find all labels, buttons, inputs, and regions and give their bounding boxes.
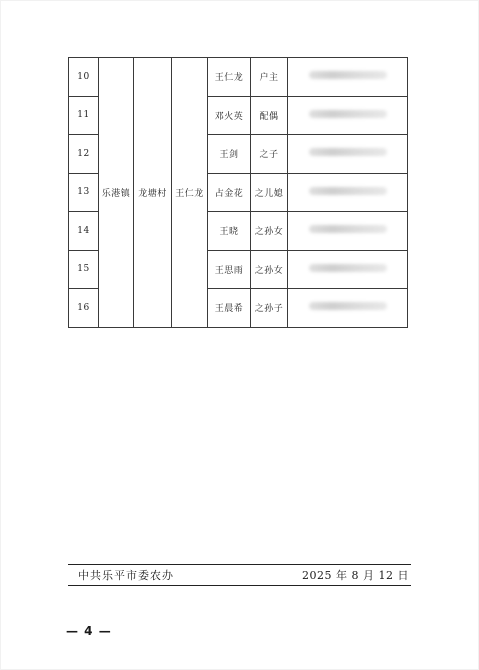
village-cell: 龙塘村 bbox=[134, 58, 172, 328]
redacted-blur bbox=[309, 187, 387, 195]
member-name: 占金花 bbox=[208, 173, 251, 212]
redacted-blur bbox=[309, 302, 387, 310]
member-name: 王仁龙 bbox=[208, 58, 251, 97]
member-relation: 之儿媳 bbox=[251, 173, 288, 212]
row-index: 13 bbox=[69, 173, 99, 212]
member-name: 王思雨 bbox=[208, 250, 251, 289]
row-index: 14 bbox=[69, 212, 99, 251]
redacted-id-cell bbox=[288, 250, 408, 289]
redacted-id-cell bbox=[288, 58, 408, 97]
member-relation: 之孙女 bbox=[251, 250, 288, 289]
member-name: 王晓 bbox=[208, 212, 251, 251]
town-cell: 乐港镇 bbox=[99, 58, 134, 328]
row-index: 15 bbox=[69, 250, 99, 289]
redacted-blur bbox=[309, 225, 387, 233]
row-index: 11 bbox=[69, 96, 99, 135]
redacted-id-cell bbox=[288, 212, 408, 251]
redacted-blur bbox=[309, 264, 387, 272]
row-index: 12 bbox=[69, 135, 99, 174]
redacted-blur bbox=[309, 148, 387, 156]
footer-date: 2025 年 8 月 12 日 bbox=[302, 569, 409, 582]
member-name: 王晨希 bbox=[208, 289, 251, 328]
household-head-cell: 王仁龙 bbox=[172, 58, 208, 328]
member-relation: 之子 bbox=[251, 135, 288, 174]
table-row bbox=[69, 58, 408, 97]
redacted-blur bbox=[309, 110, 387, 118]
row-index: 16 bbox=[69, 289, 99, 328]
row-index: 10 bbox=[69, 58, 99, 97]
redacted-id-cell bbox=[288, 289, 408, 328]
member-name: 邓火英 bbox=[208, 96, 251, 135]
footer-bottom-rule bbox=[68, 585, 411, 586]
footer-top-rule bbox=[68, 564, 411, 565]
redacted-id-cell bbox=[288, 96, 408, 135]
household-table bbox=[68, 57, 408, 328]
redacted-id-cell bbox=[288, 135, 408, 174]
redacted-blur bbox=[309, 71, 387, 79]
member-relation: 户主 bbox=[251, 58, 288, 97]
page-number: — 4 — bbox=[66, 624, 112, 638]
member-relation: 之孙子 bbox=[251, 289, 288, 328]
redacted-id-cell bbox=[288, 173, 408, 212]
member-relation: 配偶 bbox=[251, 96, 288, 135]
footer-issuer: 中共乐平市委农办 bbox=[78, 569, 174, 582]
member-name: 王剑 bbox=[208, 135, 251, 174]
member-relation: 之孙女 bbox=[251, 212, 288, 251]
